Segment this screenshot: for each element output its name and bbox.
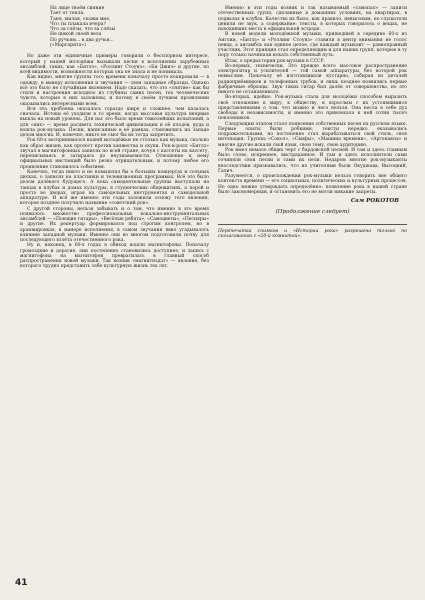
poem-line: Тает от тепла. bbox=[50, 11, 85, 17]
poem-line: Не щекой своей вела bbox=[50, 32, 102, 38]
divider-line bbox=[218, 224, 407, 225]
article-paragraph: Конечно, тогда никто и не помышлял бы о больших концертах и сольных дисках, о записях на пластинки и телевизионных программах. Всё это было делом далёкого будущего. А пока самодеятельные группы выступали на танцах в клубах и домах культуры, в студенческих общежитиях, а порой и просто во дворах, играя на самодельных инструментах и самодельной аппаратуре. И всё же именно эти годы заложили основу того явления, которое позднее получило название «советский рок». bbox=[20, 169, 209, 207]
left-column bbox=[20, 6, 209, 270]
article-paragraph: Во-первых, технически. Это прежде всего массовое распространение электрогитар и усилителей — той самой аппаратуры, без которой рок немыслим. Поначалу её изготавливали кустарно, собирая из деталей радиоприёмников и телефонных трубок, и лишь позднее появились первые фабричные образцы. Звук таких гитар был далёк от совершенства, но это никого не останавливало. bbox=[218, 63, 407, 95]
article-paragraph: Итак, о предыстории рок-музыки в СССР. bbox=[225, 58, 325, 64]
poem-line: На лице твоём сияние bbox=[50, 6, 105, 11]
article-paragraph: Как видно, многие группы того времени поначалу просто копировали — в одежду, в манеру исполнения и звучания — свои западные образцы. Однако всё это было не случайным явлением. Надо сказать, что это «снятие» как бы стиля и настроения исходило из глубины самих песен, тех человеческих чувств, которые в них заложены, и потому в своём лучшем проявлении оказывались интересными всем. bbox=[20, 75, 209, 107]
poem-source: («Маргарита») bbox=[50, 43, 87, 49]
continued-note: (Продолжение следует) bbox=[275, 209, 350, 216]
poem-line: Таня, милая, скажи мне, bbox=[50, 16, 111, 22]
reprint-notice: Перепечатка снимков и «Истории рока» разрешена только по согласованию с «20-й комнатой». bbox=[218, 228, 407, 239]
article-paragraph: Рок 60-х воспринимался нашей молодёжью не столько как музыка, сколько как образ жизни, как протест против ханжества и скуки. Рок-н-ролл «Битлз» звучал в магнитофонных записях по всей стране, кочуя с кассеты на кассету, переписываясь и затираясь до неузнаваемости. Отношение к нему официальных инстанций было резко отрицательным, и потому любое его проявление становилось событием. bbox=[20, 138, 209, 170]
page-number: 41 bbox=[15, 578, 28, 588]
article-paragraph: Во-вторых, идейно. Рок-музыка стала для молодёжи способом выразить своё отношение к миру, к обществу, к взрослым с их устоявшимися представлениями о том, что можно и чего нельзя. Она несла в себе дух свободы и независимости, и именно это привлекало к ней сотни тысяч поклонников. bbox=[218, 95, 407, 122]
article-paragraph: Разумеется, о происхождении рок-музыки нельзя говорить вне общего контекста времени — его социальных, политических и культурных процессов. Но одно можно утверждать определённо: появление рока в нашей стране было закономерным, и остановить его не могли никакие запреты. bbox=[218, 174, 407, 195]
author-signature: Сам РОКОТОВ bbox=[350, 198, 399, 204]
article-paragraph: С другой стороны, нельзя забывать и о том, что именно в это время появилось множество профессиональных вокально-инструментальных ансамблей — «Поющие гитары», «Весёлые ребята», «Самоцветы», «Песняры» и другие. Их репертуар формировался под строгим контролем, но в аранжировках, в манере исполнения, в самом звучании явно угадывалось влияние западной музыки. Именно они во многом подготовили почву для последующего взлёта отечественного рока. bbox=[20, 206, 209, 244]
article-paragraph: Вся эта проблема оказалась гораздо шире и сложнее, чем казалась сначала. Истоки её уходили в то время, когда массовая культура впервые вышла на новый уровень. Для нас это было время тяжелейших испытаний, а для «них» — время расцвета технической цивилизации и её плодов, куда и вошла рок-музыка. Песни, написанные в её рамках, становились на Западе делом многих. И, конечно, никто не смог бы их тогда запретить. bbox=[20, 106, 209, 139]
article-paragraph: Рок имел немало общих черт с бардовской песней. И там и здесь главным было слово, искреннее, выстраданное. И там и здесь исполнители сами сочиняли свои песни и сами их пели. Недаром многие рок-музыканты впоследствии признавались, что их учителями были Окуджава, Высоцкий, Галич. bbox=[218, 147, 407, 174]
poem-line: Что за слёзы, что за слёзы bbox=[50, 27, 116, 33]
article-paragraph: Но даже эти единичные примеры говорили о бесспорном интересе, который у нашей молодёжи вызывали песни в исполнении зарубежных ансамблей, таких, как «Битлз», «Роллинг Стоунз», «Би Джиз» и другие, по всей видимости, возможности которых она не знала и не понимала. bbox=[20, 54, 209, 76]
poem-line: По ручьям... в два ручья... bbox=[50, 37, 114, 43]
poem-line: Что ты плакала вчера? bbox=[50, 21, 106, 27]
article-paragraph: Ну и, наконец, в 60-х годах в обиход вошли магнитофоны. Поначалу громоздкие и дорогие, они постепенно становились доступнее, и запись с магнитофона на магнитофон превратилась в главный способ распространения новой музыки. Так возник «магнитиздат» — явление, без которого трудно представить себе культурную жизнь тех лет. bbox=[20, 243, 209, 270]
article-paragraph: В новой модели молодёжной музыки, пришедшей в середине 60-х из Англии, «Битлз» и «Роллинг Стоунз» ставили в центр внимания не голос певца, а ансамбль как единое целое, где каждый музыкант — равноправный участник. Этот принцип стал определяющим и для наших групп, которые в ту пору только начинали искать собственный путь. bbox=[218, 32, 407, 59]
article-paragraph: Именно в эти годы возник и так называемый «самопал» — записи отечественных групп, сделанные в домашних условиях, на квартирах, в подвалах и клубах. Качество их было, как правило, невысоким, но слушатели ценили не звук, а содержание: тексты, в которых говорилось о вещах, не находивших места в официальной эстраде. bbox=[218, 6, 407, 32]
epigraph-poem bbox=[50, 6, 209, 48]
article-paragraph: Следующим этапом стало появление собственных песен на русском языке. Первые опыты были робкими, тексты нередко оказывались подражательными, но постепенно стал вырабатываться свой стиль, своя интонация. Группы «Сокол», «Скифы», «Машина времени», «Аргонавты» и многие другие искали свой язык, свою тему, свою аудиторию. bbox=[218, 121, 407, 148]
right-column bbox=[218, 6, 407, 239]
